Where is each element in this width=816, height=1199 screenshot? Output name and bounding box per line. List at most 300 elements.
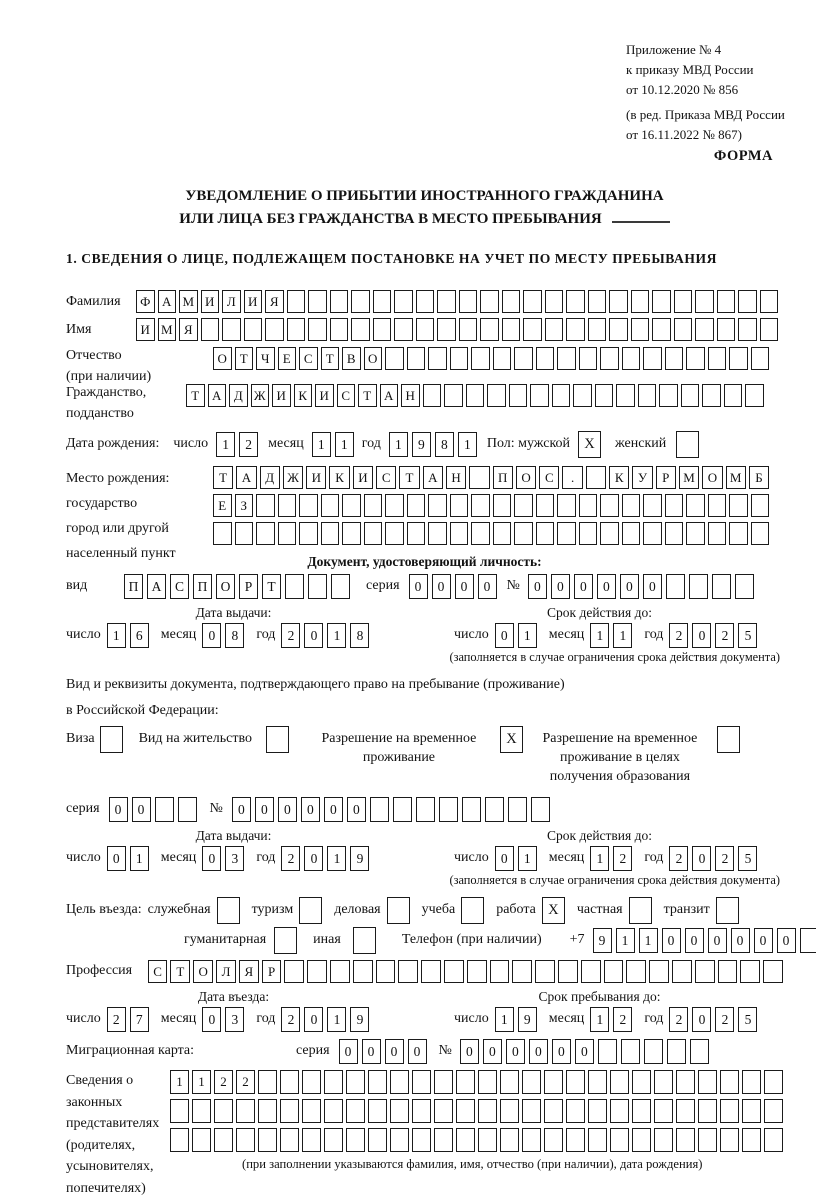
temp-residence-education-checkbox[interactable] [717, 726, 740, 753]
char-cell[interactable]: 0 [301, 797, 320, 822]
char-cell[interactable] [456, 1099, 475, 1123]
char-cell[interactable] [610, 1099, 629, 1123]
char-cell[interactable] [609, 318, 628, 341]
char-cell[interactable]: С [376, 466, 396, 489]
char-cell[interactable] [170, 1128, 189, 1152]
permit-issue-day-cells[interactable] [107, 846, 149, 871]
char-cell[interactable]: 1 [590, 846, 609, 871]
char-cell[interactable]: 0 [597, 574, 616, 599]
char-cell[interactable] [330, 318, 349, 341]
char-cell[interactable]: 1 [590, 1007, 609, 1032]
char-cell[interactable] [480, 318, 499, 341]
char-cell[interactable]: Н [446, 466, 466, 489]
char-cell[interactable] [493, 522, 512, 545]
char-cell[interactable] [604, 960, 624, 983]
char-cell[interactable] [368, 1099, 387, 1123]
char-cell[interactable] [622, 522, 641, 545]
char-cell[interactable] [351, 290, 370, 313]
char-cell[interactable]: 8 [350, 623, 369, 648]
char-cell[interactable] [764, 1099, 783, 1123]
identity-expiry-month-cells[interactable] [590, 623, 632, 648]
char-cell[interactable] [266, 726, 289, 753]
char-cell[interactable] [652, 318, 671, 341]
char-cell[interactable]: Т [399, 466, 419, 489]
char-cell[interactable]: 0 [304, 1007, 323, 1032]
birth-day-cells[interactable] [216, 432, 258, 457]
char-cell[interactable]: 0 [478, 574, 497, 599]
char-cell[interactable]: О [193, 960, 213, 983]
char-cell[interactable]: Т [186, 384, 205, 407]
char-cell[interactable] [588, 1128, 607, 1152]
char-cell[interactable] [462, 797, 481, 822]
char-cell[interactable] [280, 1099, 299, 1123]
char-cell[interactable]: И [272, 384, 291, 407]
char-cell[interactable] [530, 384, 549, 407]
char-cell[interactable]: А [147, 574, 166, 599]
char-cell[interactable] [566, 290, 585, 313]
char-cell[interactable]: 0 [202, 1007, 221, 1032]
char-cell[interactable]: Т [262, 574, 281, 599]
char-cell[interactable] [689, 574, 708, 599]
char-cell[interactable] [674, 318, 693, 341]
char-cell[interactable]: 1 [639, 928, 658, 953]
char-cell[interactable]: 0 [304, 846, 323, 871]
char-cell[interactable]: 3 [225, 846, 244, 871]
char-cell[interactable] [155, 797, 174, 822]
char-cell[interactable]: 2 [236, 1070, 255, 1094]
birth-year-cells[interactable] [389, 432, 477, 457]
char-cell[interactable] [434, 1070, 453, 1094]
char-cell[interactable]: 2 [669, 846, 688, 871]
char-cell[interactable] [581, 960, 601, 983]
char-cell[interactable] [493, 494, 512, 517]
char-cell[interactable] [299, 494, 318, 517]
char-cell[interactable]: 9 [593, 928, 612, 953]
char-cell[interactable] [588, 1070, 607, 1094]
char-cell[interactable]: 2 [715, 1007, 734, 1032]
char-cell[interactable]: 0 [339, 1039, 358, 1064]
char-cell[interactable] [471, 347, 490, 370]
char-cell[interactable] [740, 960, 760, 983]
char-cell[interactable] [665, 522, 684, 545]
char-cell[interactable] [588, 318, 607, 341]
char-cell[interactable] [610, 1128, 629, 1152]
char-cell[interactable] [557, 522, 576, 545]
char-cell[interactable]: 0 [552, 1039, 571, 1064]
char-cell[interactable]: А [380, 384, 399, 407]
char-cell[interactable] [256, 494, 275, 517]
char-cell[interactable] [321, 494, 340, 517]
char-cell[interactable]: И [201, 290, 220, 313]
char-cell[interactable]: К [329, 466, 349, 489]
char-cell[interactable]: С [148, 960, 168, 983]
char-cell[interactable] [666, 574, 685, 599]
permit-issue-year-cells[interactable] [281, 846, 369, 871]
char-cell[interactable]: 0 [551, 574, 570, 599]
char-cell[interactable] [416, 318, 435, 341]
purpose-study-checkbox[interactable] [461, 897, 484, 924]
char-cell[interactable]: Т [321, 347, 340, 370]
char-cell[interactable]: 5 [738, 623, 757, 648]
gender-female-checkbox[interactable] [676, 431, 699, 458]
char-cell[interactable] [480, 290, 499, 313]
char-cell[interactable] [471, 522, 490, 545]
char-cell[interactable] [456, 1128, 475, 1152]
char-cell[interactable] [545, 318, 564, 341]
char-cell[interactable]: 1 [192, 1070, 211, 1094]
char-cell[interactable] [720, 1128, 739, 1152]
identity-issue-month-cells[interactable] [202, 623, 244, 648]
char-cell[interactable]: Р [656, 466, 676, 489]
char-cell[interactable]: Л [216, 960, 236, 983]
char-cell[interactable]: Т [170, 960, 190, 983]
char-cell[interactable] [178, 797, 197, 822]
permit-series-cells[interactable] [109, 797, 197, 822]
doc-number-cells[interactable] [528, 574, 754, 599]
char-cell[interactable] [742, 1070, 761, 1094]
char-cell[interactable] [324, 1128, 343, 1152]
char-cell[interactable] [544, 1099, 563, 1123]
char-cell[interactable]: А [158, 290, 177, 313]
char-cell[interactable]: И [353, 466, 373, 489]
char-cell[interactable] [708, 522, 727, 545]
char-cell[interactable] [729, 494, 748, 517]
char-cell[interactable] [265, 318, 284, 341]
char-cell[interactable]: П [124, 574, 143, 599]
char-cell[interactable] [170, 1099, 189, 1123]
stay-month-cells[interactable] [590, 1007, 632, 1032]
char-cell[interactable]: 1 [616, 928, 635, 953]
char-cell[interactable] [514, 347, 533, 370]
permit-issue-month-cells[interactable] [202, 846, 244, 871]
char-cell[interactable]: Е [278, 347, 297, 370]
char-cell[interactable] [643, 347, 662, 370]
char-cell[interactable] [566, 1070, 585, 1094]
char-cell[interactable] [763, 960, 783, 983]
char-cell[interactable]: И [136, 318, 155, 341]
char-cell[interactable] [437, 318, 456, 341]
char-cell[interactable] [638, 384, 657, 407]
identity-issue-day-cells[interactable] [107, 623, 149, 648]
char-cell[interactable]: Т [358, 384, 377, 407]
char-cell[interactable]: 0 [574, 574, 593, 599]
char-cell[interactable] [373, 290, 392, 313]
char-cell[interactable]: . [562, 466, 582, 489]
char-cell[interactable] [708, 494, 727, 517]
char-cell[interactable] [523, 290, 542, 313]
char-cell[interactable]: 2 [613, 846, 632, 871]
char-cell[interactable] [331, 574, 350, 599]
char-cell[interactable] [450, 347, 469, 370]
char-cell[interactable]: 0 [692, 623, 711, 648]
char-cell[interactable] [676, 1099, 695, 1123]
char-cell[interactable]: М [679, 466, 699, 489]
char-cell[interactable] [531, 797, 550, 822]
char-cell[interactable] [278, 494, 297, 517]
char-cell[interactable] [412, 1099, 431, 1123]
char-cell[interactable]: 0 [202, 846, 221, 871]
char-cell[interactable] [616, 384, 635, 407]
char-cell[interactable]: О [516, 466, 536, 489]
char-cell[interactable] [698, 1070, 717, 1094]
char-cell[interactable] [588, 290, 607, 313]
char-cell[interactable] [478, 1128, 497, 1152]
char-cell[interactable] [421, 960, 441, 983]
char-cell[interactable]: 0 [495, 846, 514, 871]
char-cell[interactable] [654, 1128, 673, 1152]
char-cell[interactable]: И [244, 290, 263, 313]
char-cell[interactable] [280, 1128, 299, 1152]
char-cell[interactable]: 7 [130, 1007, 149, 1032]
char-cell[interactable] [217, 897, 240, 924]
migration-series-cells[interactable] [339, 1039, 427, 1064]
birth-month-cells[interactable] [312, 432, 354, 457]
char-cell[interactable]: 0 [304, 623, 323, 648]
permit-expiry-day-cells[interactable] [495, 846, 537, 871]
char-cell[interactable] [324, 1070, 343, 1094]
char-cell[interactable] [514, 494, 533, 517]
char-cell[interactable] [370, 797, 389, 822]
char-cell[interactable] [330, 960, 350, 983]
char-cell[interactable] [461, 897, 484, 924]
char-cell[interactable]: К [609, 466, 629, 489]
identity-issue-year-cells[interactable] [281, 623, 369, 648]
char-cell[interactable] [536, 347, 555, 370]
char-cell[interactable] [686, 347, 705, 370]
stay-year-cells[interactable] [669, 1007, 757, 1032]
char-cell[interactable]: А [208, 384, 227, 407]
char-cell[interactable] [717, 290, 736, 313]
gender-male-checkbox[interactable] [578, 431, 601, 458]
char-cell[interactable] [444, 960, 464, 983]
entry-year-cells[interactable] [281, 1007, 369, 1032]
char-cell[interactable] [444, 384, 463, 407]
char-cell[interactable] [302, 1128, 321, 1152]
representatives-row3-cells[interactable] [170, 1128, 783, 1152]
char-cell[interactable]: 2 [239, 432, 258, 457]
char-cell[interactable] [579, 494, 598, 517]
char-cell[interactable] [407, 522, 426, 545]
purpose-transit-checkbox[interactable] [716, 897, 739, 924]
char-cell[interactable]: 1 [216, 432, 235, 457]
char-cell[interactable] [373, 318, 392, 341]
char-cell[interactable]: 2 [613, 1007, 632, 1032]
char-cell[interactable] [342, 522, 361, 545]
char-cell[interactable] [609, 290, 628, 313]
char-cell[interactable]: 2 [669, 1007, 688, 1032]
entry-day-cells[interactable] [107, 1007, 149, 1032]
char-cell[interactable] [500, 1070, 519, 1094]
permit-expiry-month-cells[interactable] [590, 846, 632, 871]
purpose-commercial-checkbox[interactable] [387, 897, 410, 924]
char-cell[interactable]: 0 [278, 797, 297, 822]
char-cell[interactable]: О [216, 574, 235, 599]
char-cell[interactable] [557, 494, 576, 517]
char-cell[interactable]: С [337, 384, 356, 407]
char-cell[interactable] [742, 1099, 761, 1123]
char-cell[interactable] [385, 347, 404, 370]
char-cell[interactable]: С [539, 466, 559, 489]
char-cell[interactable] [376, 960, 396, 983]
purpose-humanitarian-checkbox[interactable] [274, 927, 297, 954]
char-cell[interactable] [695, 960, 715, 983]
char-cell[interactable]: Ф [136, 290, 155, 313]
char-cell[interactable] [695, 318, 714, 341]
char-cell[interactable] [287, 290, 306, 313]
char-cell[interactable]: Ж [251, 384, 270, 407]
char-cell[interactable] [600, 522, 619, 545]
char-cell[interactable] [659, 384, 678, 407]
char-cell[interactable] [258, 1070, 277, 1094]
char-cell[interactable]: Л [222, 290, 241, 313]
phone-cells[interactable] [593, 928, 816, 953]
char-cell[interactable] [644, 1039, 663, 1064]
char-cell[interactable] [512, 960, 532, 983]
char-cell[interactable]: 0 [620, 574, 639, 599]
char-cell[interactable] [201, 318, 220, 341]
char-cell[interactable]: 0 [483, 1039, 502, 1064]
char-cell[interactable] [493, 347, 512, 370]
char-cell[interactable]: 9 [350, 1007, 369, 1032]
char-cell[interactable]: 0 [255, 797, 274, 822]
char-cell[interactable] [654, 1099, 673, 1123]
char-cell[interactable]: С [299, 347, 318, 370]
char-cell[interactable]: 8 [435, 432, 454, 457]
permit-expiry-year-cells[interactable] [669, 846, 757, 871]
char-cell[interactable]: И [306, 466, 326, 489]
char-cell[interactable]: Б [749, 466, 769, 489]
char-cell[interactable] [390, 1128, 409, 1152]
char-cell[interactable] [213, 522, 232, 545]
char-cell[interactable]: X [542, 897, 565, 924]
char-cell[interactable] [586, 466, 606, 489]
char-cell[interactable] [536, 494, 555, 517]
identity-expiry-day-cells[interactable] [495, 623, 537, 648]
char-cell[interactable] [672, 960, 692, 983]
purpose-private-checkbox[interactable] [629, 897, 652, 924]
char-cell[interactable] [600, 347, 619, 370]
birthplace-row1-cells[interactable] [213, 466, 769, 489]
char-cell[interactable] [423, 384, 442, 407]
char-cell[interactable]: К [294, 384, 313, 407]
char-cell[interactable] [558, 960, 578, 983]
char-cell[interactable] [487, 384, 506, 407]
char-cell[interactable] [676, 431, 699, 458]
char-cell[interactable] [681, 384, 700, 407]
char-cell[interactable] [302, 1070, 321, 1094]
char-cell[interactable] [459, 290, 478, 313]
char-cell[interactable]: 0 [708, 928, 727, 953]
char-cell[interactable] [729, 522, 748, 545]
char-cell[interactable]: Я [179, 318, 198, 341]
char-cell[interactable] [522, 1128, 541, 1152]
char-cell[interactable] [536, 522, 555, 545]
char-cell[interactable]: У [632, 466, 652, 489]
char-cell[interactable] [508, 797, 527, 822]
char-cell[interactable]: 0 [107, 846, 126, 871]
char-cell[interactable]: 0 [528, 574, 547, 599]
char-cell[interactable]: М [158, 318, 177, 341]
char-cell[interactable]: 1 [458, 432, 477, 457]
char-cell[interactable] [712, 574, 731, 599]
char-cell[interactable]: 0 [754, 928, 773, 953]
entry-month-cells[interactable] [202, 1007, 244, 1032]
stay-day-cells[interactable] [495, 1007, 537, 1032]
char-cell[interactable] [394, 318, 413, 341]
char-cell[interactable] [192, 1099, 211, 1123]
char-cell[interactable]: 1 [590, 623, 609, 648]
char-cell[interactable] [500, 1099, 519, 1123]
char-cell[interactable] [385, 522, 404, 545]
profession-cells[interactable] [148, 960, 783, 983]
char-cell[interactable] [626, 960, 646, 983]
char-cell[interactable] [222, 318, 241, 341]
char-cell[interactable] [330, 290, 349, 313]
char-cell[interactable] [665, 494, 684, 517]
char-cell[interactable] [287, 318, 306, 341]
char-cell[interactable] [256, 522, 275, 545]
char-cell[interactable]: 0 [385, 1039, 404, 1064]
char-cell[interactable]: 0 [324, 797, 343, 822]
char-cell[interactable] [364, 494, 383, 517]
char-cell[interactable] [278, 522, 297, 545]
char-cell[interactable] [407, 494, 426, 517]
char-cell[interactable]: О [364, 347, 383, 370]
char-cell[interactable]: 1 [130, 846, 149, 871]
char-cell[interactable] [588, 1099, 607, 1123]
migration-number-cells[interactable] [460, 1039, 709, 1064]
char-cell[interactable]: Д [229, 384, 248, 407]
char-cell[interactable] [649, 960, 669, 983]
char-cell[interactable] [631, 318, 650, 341]
char-cell[interactable] [720, 1099, 739, 1123]
char-cell[interactable] [717, 726, 740, 753]
char-cell[interactable]: Я [239, 960, 259, 983]
char-cell[interactable] [398, 960, 418, 983]
char-cell[interactable] [702, 384, 721, 407]
char-cell[interactable] [738, 290, 757, 313]
char-cell[interactable] [471, 494, 490, 517]
char-cell[interactable] [390, 1070, 409, 1094]
char-cell[interactable] [718, 960, 738, 983]
char-cell[interactable] [439, 797, 458, 822]
char-cell[interactable]: 1 [518, 623, 537, 648]
char-cell[interactable] [676, 1070, 695, 1094]
char-cell[interactable]: 0 [495, 623, 514, 648]
char-cell[interactable]: 0 [362, 1039, 381, 1064]
char-cell[interactable]: 1 [107, 623, 126, 648]
char-cell[interactable] [745, 384, 764, 407]
char-cell[interactable]: 1 [327, 623, 346, 648]
char-cell[interactable]: 0 [662, 928, 681, 953]
char-cell[interactable] [523, 318, 542, 341]
char-cell[interactable] [192, 1128, 211, 1152]
char-cell[interactable]: 0 [109, 797, 128, 822]
char-cell[interactable] [708, 347, 727, 370]
char-cell[interactable] [299, 897, 322, 924]
visa-checkbox[interactable] [100, 726, 123, 753]
char-cell[interactable] [729, 347, 748, 370]
char-cell[interactable]: 9 [518, 1007, 537, 1032]
char-cell[interactable] [764, 1128, 783, 1152]
char-cell[interactable]: 9 [412, 432, 431, 457]
char-cell[interactable] [299, 522, 318, 545]
char-cell[interactable] [690, 1039, 709, 1064]
char-cell[interactable]: Т [213, 466, 233, 489]
char-cell[interactable] [716, 897, 739, 924]
char-cell[interactable] [502, 318, 521, 341]
char-cell[interactable]: 8 [225, 623, 244, 648]
